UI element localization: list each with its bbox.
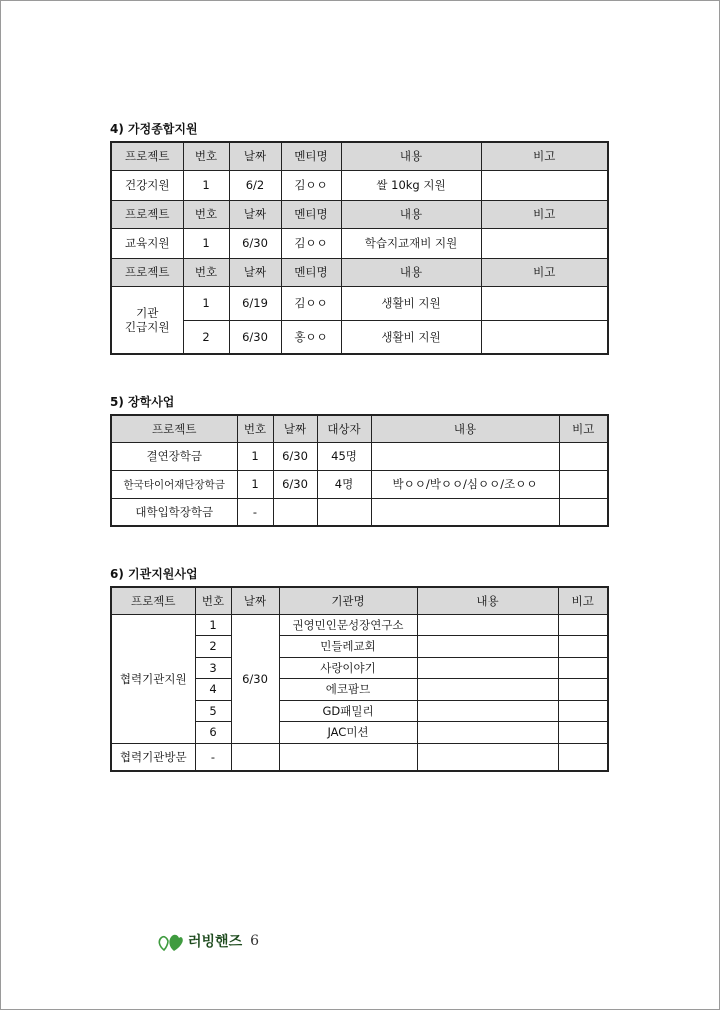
cell-org: 에코팜므 [279,679,417,701]
cell-content: 박ㅇㅇ/박ㅇㅇ/심ㅇㅇ/조ㅇㅇ [371,470,559,498]
cell-content [417,722,558,744]
cell-note [558,722,608,744]
cell-content [417,743,558,771]
cell-content: 쌀 10kg 지원 [341,170,481,200]
cell-target [317,498,371,526]
cell-date: 6/30 [273,470,317,498]
cell-content [371,442,559,470]
footer-brand: 러빙핸즈 [188,934,243,950]
cell-note [558,614,608,636]
cell-date [231,743,279,771]
cell-org: JAC미션 [279,722,417,744]
header-project: 프로젝트 [111,200,183,228]
header-content: 내용 [371,415,559,442]
table-row [111,442,608,470]
cell-content [417,700,558,722]
cell-org: 권영민인문성장연구소 [279,614,417,636]
cell-note [558,636,608,658]
header-no: 번호 [183,142,229,170]
cell-content [417,657,558,679]
cell-mentee: 홍ㅇㅇ [281,320,341,354]
cell-no: 1 [195,614,231,636]
header-note: 비고 [481,142,608,170]
header-org: 기관명 [279,587,417,614]
header-note: 비고 [481,200,608,228]
cell-project: 교육지원 [111,228,183,258]
cell-project: 결연장학금 [111,442,237,470]
header-project: 프로젝트 [111,587,195,614]
cell-no: 2 [195,636,231,658]
table-row [111,614,608,636]
section-title-6: 6) 기관지원사업 [110,567,198,581]
cell-content: 생활비 지원 [341,286,481,320]
table-row [111,498,608,526]
header-no: 번호 [183,200,229,228]
header-no: 번호 [195,587,231,614]
header-content: 내용 [341,258,481,286]
table-header-row [111,200,608,228]
cell-date [273,498,317,526]
cell-note [559,442,608,470]
table-row [111,470,608,498]
header-date: 날짜 [231,587,279,614]
cell-note [481,228,608,258]
cell-project: 건강지원 [111,170,183,200]
cell-no: 5 [195,700,231,722]
cell-no: 3 [195,657,231,679]
cell-no: 2 [183,320,229,354]
cell-content [417,636,558,658]
cell-target: 45명 [317,442,371,470]
cell-project: 협력기관방문 [111,743,195,771]
table-family-support [110,141,609,355]
header-content: 내용 [417,587,558,614]
cell-no: - [237,498,273,526]
table-scholarship [110,414,609,527]
cell-org: 사랑이야기 [279,657,417,679]
table-header-row [111,258,608,286]
header-project: 프로젝트 [111,142,183,170]
table-header-row [111,142,608,170]
cell-note [559,470,608,498]
cell-no: 6 [195,722,231,744]
table-row [111,228,608,258]
header-note: 비고 [558,587,608,614]
cell-project: 한국타이어재단장학금 [111,470,237,498]
header-project: 프로젝트 [111,415,237,442]
cell-project: 대학입학장학금 [111,498,237,526]
page-number: 6 [250,933,260,949]
header-date: 날짜 [273,415,317,442]
header-note: 비고 [559,415,608,442]
header-date: 날짜 [229,200,281,228]
cell-no: 1 [183,286,229,320]
cell-project [111,286,183,354]
cell-date: 6/2 [229,170,281,200]
cell-note [481,320,608,354]
table-row [111,286,608,320]
table-row [111,320,608,354]
section-title-4: 4) 가정종합지원 [110,122,198,136]
cell-note [481,170,608,200]
table-row [111,170,608,200]
cell-project-group: 협력기관지원 [111,614,195,743]
header-project: 프로젝트 [111,258,183,286]
header-date: 날짜 [229,258,281,286]
cell-no: 1 [237,470,273,498]
header-mentee: 멘티명 [281,200,341,228]
header-mentee: 멘티명 [281,258,341,286]
table-row [111,743,608,771]
cell-note [559,498,608,526]
cell-date: 6/30 [229,320,281,354]
cell-org: GD패밀리 [279,700,417,722]
cell-content [417,614,558,636]
cell-content [417,679,558,701]
cell-target: 4명 [317,470,371,498]
cell-project-line2: 긴급지원 [125,319,170,334]
header-no: 번호 [183,258,229,286]
cell-date: 6/19 [229,286,281,320]
cell-no: 1 [183,228,229,258]
cell-org [279,743,417,771]
section-title-5: 5) 장학사업 [110,395,175,409]
table-header-row [111,587,608,614]
cell-no: 1 [183,170,229,200]
cell-mentee: 김ㅇㅇ [281,228,341,258]
loving-hands-logo-icon [158,930,184,952]
header-no: 번호 [237,415,273,442]
cell-no: 1 [237,442,273,470]
cell-date: 6/30 [273,442,317,470]
header-mentee: 멘티명 [281,142,341,170]
cell-org: 민들레교회 [279,636,417,658]
header-date: 날짜 [229,142,281,170]
footer [158,930,259,952]
cell-note [558,657,608,679]
cell-mentee: 김ㅇㅇ [281,170,341,200]
cell-note [558,743,608,771]
cell-no: 4 [195,679,231,701]
header-content: 내용 [341,200,481,228]
table-org-support [110,586,609,772]
cell-content [371,498,559,526]
cell-mentee: 김ㅇㅇ [281,286,341,320]
cell-content: 학습지교재비 지원 [341,228,481,258]
header-note: 비고 [481,258,608,286]
cell-project-line1: 기관 [136,305,159,320]
cell-date-group: 6/30 [231,614,279,743]
cell-note [558,679,608,701]
cell-date: 6/30 [229,228,281,258]
cell-content: 생활비 지원 [341,320,481,354]
cell-no: - [195,743,231,771]
cell-note [481,286,608,320]
header-target: 대상자 [317,415,371,442]
header-content: 내용 [341,142,481,170]
table-header-row [111,415,608,442]
cell-note [558,700,608,722]
